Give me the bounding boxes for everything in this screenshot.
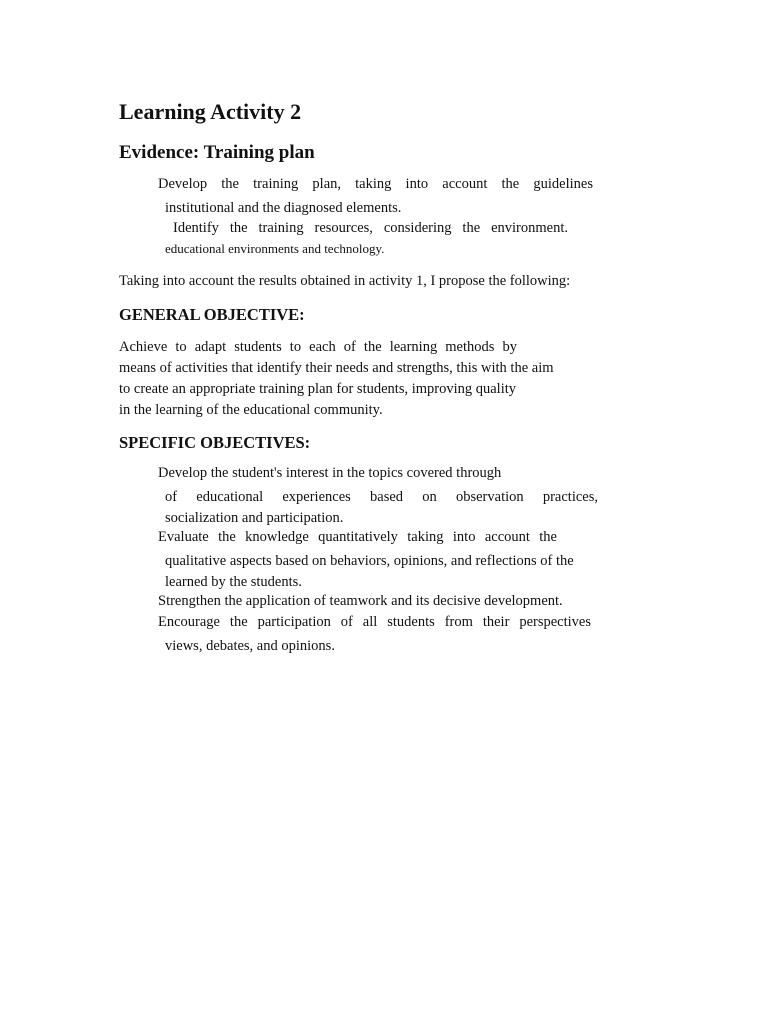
page-title: Learning Activity 2 <box>119 99 302 124</box>
specific-item-1-line-1: Develop the student's interest in the topics covered through <box>158 465 502 481</box>
specific-item-1-line-2: of educational experiences based on observation practices, <box>165 489 598 505</box>
section-subtitle: Evidence: Training plan <box>119 142 315 163</box>
evidence-item-2-line-1: Identify the training resources, considering the environment. <box>173 220 568 236</box>
general-objective-heading: GENERAL OBJECTIVE: <box>119 305 305 324</box>
specific-item-3-line-1: Strengthen the application of teamwork and its decisive development. <box>158 593 563 609</box>
specific-item-2-line-3: learned by the students. <box>165 574 302 590</box>
evidence-item-1-line-2: institutional and the diagnosed elements. <box>165 200 402 216</box>
general-line-4: in the learning of the educational community. <box>119 402 383 418</box>
specific-item-1-line-3: socialization and participation. <box>165 510 344 526</box>
general-line-2: means of activities that identify their needs and strengths, this with the aim <box>119 360 554 376</box>
specific-item-4-line-1: Encourage the participation of all students from their perspectives <box>158 614 591 630</box>
specific-item-4-line-2: views, debates, and opinions. <box>165 638 335 654</box>
intro-paragraph: Taking into account the results obtained in activity 1, I propose the following: <box>119 273 571 289</box>
general-line-1: Achieve to adapt students to each of the learning methods by <box>119 339 517 355</box>
specific-objectives-heading: SPECIFIC OBJECTIVES: <box>119 433 311 452</box>
specific-item-2-line-2: qualitative aspects based on behaviors, opinions, and reflections of the <box>165 553 574 569</box>
evidence-item-2-line-2: educational environments and technology. <box>165 241 385 256</box>
general-line-3: to create an appropriate training plan for students, improving quality <box>119 381 517 397</box>
evidence-item-1-line-1: Develop the training plan, taking into account the guidelines <box>158 176 593 192</box>
specific-item-2-line-1: Evaluate the knowledge quantitatively taking into account the <box>158 529 557 545</box>
